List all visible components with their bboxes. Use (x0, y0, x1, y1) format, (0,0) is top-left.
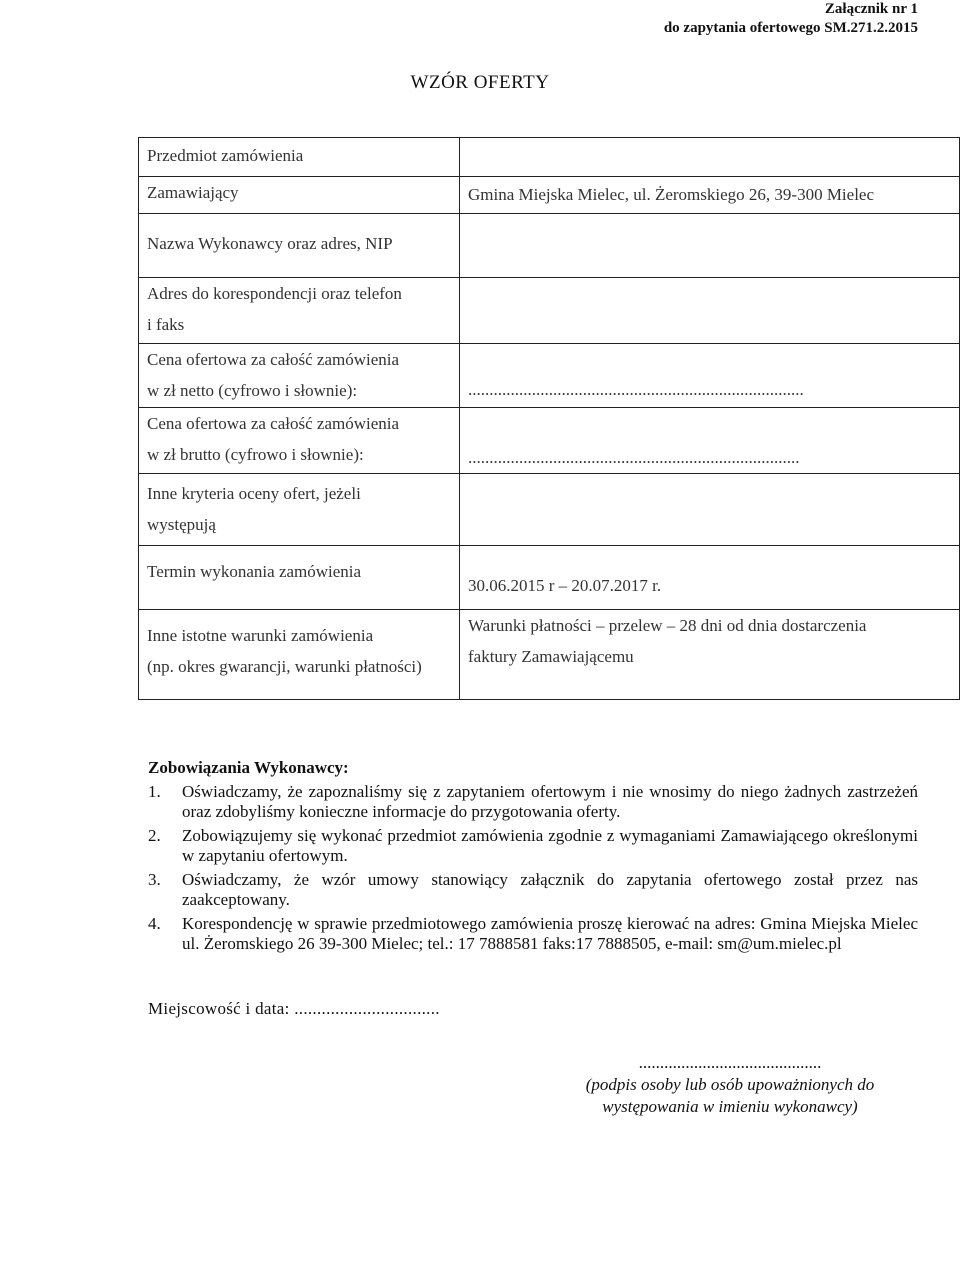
place-and-date (148, 999, 440, 1019)
obligations-heading: Zobowiązania Wykonawcy: (148, 758, 349, 777)
row-other-terms (139, 610, 960, 700)
label-contracting-authority: Zamawiający (139, 177, 460, 214)
obligation-item: 2. Zobowiązujemy się wykonać przedmiot zamówienia zgodnie z wymaganiami Zamawiającego określonymi w zapytaniu ofertowym. (148, 826, 918, 865)
signature-block (540, 1052, 920, 1118)
row-contracting-authority (139, 177, 960, 214)
value-gross-price[interactable]: .............................................................................. (460, 408, 960, 474)
label-contractor-name: Nazwa Wykonawcy oraz adres, NIP (139, 214, 460, 278)
offer-form-table (138, 137, 960, 700)
value-net-price[interactable]: ............................................................................... (460, 344, 960, 408)
contractor-obligations (148, 758, 918, 958)
row-other-criteria (139, 474, 960, 546)
label-deadline: Termin wykonania zamówienia (139, 546, 460, 610)
row-subject (139, 138, 960, 177)
label-correspondence: Adres do korespondencji oraz telefon i faks (139, 278, 460, 344)
label-net-price: Cena ofertowa za całość zamówienia w zł netto (cyfrowo i słownie): (139, 344, 460, 408)
obligations-list (148, 782, 918, 954)
label-other-criteria: Inne kryteria oceny ofert, jeżeli występują (139, 474, 460, 546)
row-gross-price (139, 408, 960, 474)
label-other-terms: Inne istotne warunki zamówienia (np. okres gwarancji, warunki płatności) (139, 610, 460, 700)
place-date-label: Miejscowość i data: (148, 999, 290, 1018)
value-other-terms: Warunki płatności – przelew – 28 dni od dnia dostarczenia faktury Zamawiającemu (460, 610, 960, 700)
value-contractor-name[interactable] (460, 214, 960, 278)
value-contracting-authority: Gmina Miejska Mielec, ul. Żeromskiego 26, 39-300 Mielec (460, 177, 960, 214)
value-correspondence[interactable] (460, 278, 960, 344)
attachment-note (664, 0, 918, 38)
row-deadline (139, 546, 960, 610)
obligation-item: 4. Korespondencję w sprawie przedmiotowego zamówienia proszę kierować na adres: Gmina Miejska Mielec ul. Żeromskiego 26 39-300 Mielec; tel.: 17 7888581 faks:17 7888505, e-mail: sm@um.mielec.pl (148, 914, 918, 953)
document-title: WZÓR OFERTY (410, 72, 550, 93)
value-subject[interactable] (460, 138, 960, 177)
signature-field[interactable]: ........................................... (638, 1053, 822, 1072)
attachment-line-1: Załącznik nr 1 (824, 1, 918, 17)
label-subject: Przedmiot zamówienia (139, 138, 460, 177)
row-correspondence (139, 278, 960, 344)
obligation-item: 1. Oświadczamy, że zapoznaliśmy się z zapytaniem ofertowym i nie wnosimy do niego żadnych zastrzeżeń oraz zdobyliśmy konieczne informacje do przygotowania oferty. (148, 782, 918, 821)
signature-caption-1: (podpis osoby lub osób upoważnionych do (585, 1075, 875, 1094)
row-net-price (139, 344, 960, 408)
label-gross-price: Cena ofertowa za całość zamówienia w zł brutto (cyfrowo i słownie): (139, 408, 460, 474)
obligation-item: 3. Oświadczamy, że wzór umowy stanowiący załącznik do zapytania ofertowego został przez nas zaakceptowany. (148, 870, 918, 909)
place-date-field[interactable]: ................................ (294, 999, 440, 1018)
signature-caption-2: występowania w imieniu wykonawcy) (602, 1097, 858, 1116)
value-deadline: 30.06.2015 r – 20.07.2017 r. (460, 546, 960, 610)
row-contractor-name (139, 214, 960, 278)
value-other-criteria[interactable] (460, 474, 960, 546)
attachment-line-2: do zapytania ofertowego SM.271.2.2015 (663, 20, 918, 36)
